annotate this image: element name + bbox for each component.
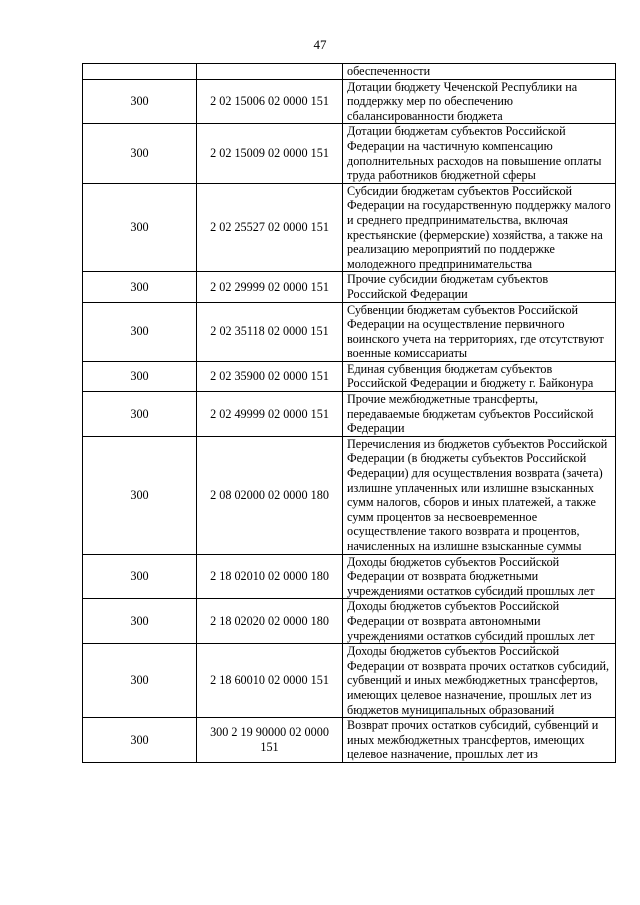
budget-code-cell bbox=[197, 64, 343, 80]
budget-code-cell: 2 02 35900 02 0000 151 bbox=[197, 361, 343, 391]
admin-code-cell: 300 bbox=[83, 392, 197, 437]
table-row bbox=[83, 718, 616, 763]
table-row bbox=[83, 644, 616, 718]
admin-code-cell: 300 bbox=[83, 436, 197, 554]
admin-code-cell: 300 bbox=[83, 302, 197, 361]
revenue-name-cell: обеспеченности bbox=[343, 64, 616, 80]
admin-code-cell: 300 bbox=[83, 554, 197, 599]
admin-code-cell: 300 bbox=[83, 644, 197, 718]
table-row bbox=[83, 599, 616, 644]
budget-code-cell: 2 18 60010 02 0000 151 bbox=[197, 644, 343, 718]
table-row bbox=[83, 436, 616, 554]
admin-code-cell: 300 bbox=[83, 183, 197, 272]
budget-code-cell: 2 02 29999 02 0000 151 bbox=[197, 272, 343, 302]
table-row bbox=[83, 554, 616, 599]
budget-code-cell: 2 18 02020 02 0000 180 bbox=[197, 599, 343, 644]
revenue-name-cell: Возврат прочих остатков субсидий, субвенций и иных межбюджетных трансфертов, имеющих целевое назначение, прошлых лет из bbox=[343, 718, 616, 763]
revenue-name-cell: Единая субвенция бюджетам субъектов Российской Федерации и бюджету г. Байконура bbox=[343, 361, 616, 391]
revenue-name-cell: Прочие субсидии бюджетам субъектов Российской Федерации bbox=[343, 272, 616, 302]
table-row bbox=[83, 183, 616, 272]
revenue-name-cell: Дотации бюджетам субъектов Российской Федерации на частичную компенсацию дополнительных расходов на повышение оплаты труда работников бюджетной сферы bbox=[343, 124, 616, 183]
table-row bbox=[83, 124, 616, 183]
admin-code-cell: 300 bbox=[83, 79, 197, 124]
revenue-name-cell: Прочие межбюджетные трансферты, передаваемые бюджетам субъектов Российской Федерации bbox=[343, 392, 616, 437]
revenue-name-cell: Субсидии бюджетам субъектов Российской Федерации на государственную поддержку малого и среднего предпринимательства, включая крестьянские (фермерские) хозяйства, а также на реализацию мероприятий по поддержке молодежного предпринимательства bbox=[343, 183, 616, 272]
revenue-name-cell: Дотации бюджету Чеченской Республики на поддержку мер по обеспечению сбалансированности бюджета bbox=[343, 79, 616, 124]
table-row bbox=[83, 272, 616, 302]
page-number: 47 bbox=[313, 37, 327, 52]
revenue-name-cell: Перечисления из бюджетов субъектов Российской Федерации (в бюджеты субъектов Российской Федерации) для осуществления возврата (зачета) излишне уплаченных или излишне взысканных сумм налогов, сборов и иных платежей, а также сумм процентов за несвоевременное осуществление такого возврата и процентов, начисленных на излишне взысканные суммы bbox=[343, 436, 616, 554]
budget-code-cell: 2 18 02010 02 0000 180 bbox=[197, 554, 343, 599]
admin-code-cell: 300 bbox=[83, 599, 197, 644]
admin-code-cell: 300 bbox=[83, 124, 197, 183]
budget-code-cell: 300 2 19 90000 02 0000 151 bbox=[197, 718, 343, 763]
revenue-name-cell: Доходы бюджетов субъектов Российской Федерации от возврата бюджетными учреждениями остатков субсидий прошлых лет bbox=[343, 554, 616, 599]
budget-code-cell: 2 02 15009 02 0000 151 bbox=[197, 124, 343, 183]
revenue-name-cell: Доходы бюджетов субъектов Российской Федерации от возврата прочих остатков субсидий, субвенций и иных межбюджетных трансфертов, имеющих целевое назначение, прошлых лет из бюджетов муниципальных образований bbox=[343, 644, 616, 718]
table-row bbox=[83, 302, 616, 361]
revenue-name-cell: Субвенции бюджетам субъектов Российской Федерации на осуществление первичного воинского учета на территориях, где отсутствуют военные комиссариаты bbox=[343, 302, 616, 361]
budget-code-cell: 2 02 49999 02 0000 151 bbox=[197, 392, 343, 437]
table-row bbox=[83, 64, 616, 80]
admin-code-cell: 300 bbox=[83, 272, 197, 302]
table-row bbox=[83, 392, 616, 437]
table-row bbox=[83, 361, 616, 391]
budget-revenue-table bbox=[82, 63, 616, 763]
budget-code-cell: 2 02 35118 02 0000 151 bbox=[197, 302, 343, 361]
admin-code-cell: 300 bbox=[83, 718, 197, 763]
revenue-name-cell: Доходы бюджетов субъектов Российской Федерации от возврата автономными учреждениями остатков субсидий прошлых лет bbox=[343, 599, 616, 644]
budget-code-cell: 2 02 25527 02 0000 151 bbox=[197, 183, 343, 272]
budget-code-cell: 2 02 15006 02 0000 151 bbox=[197, 79, 343, 124]
admin-code-cell: 300 bbox=[83, 361, 197, 391]
admin-code-cell bbox=[83, 64, 197, 80]
budget-code-cell: 2 08 02000 02 0000 180 bbox=[197, 436, 343, 554]
table-row bbox=[83, 79, 616, 124]
